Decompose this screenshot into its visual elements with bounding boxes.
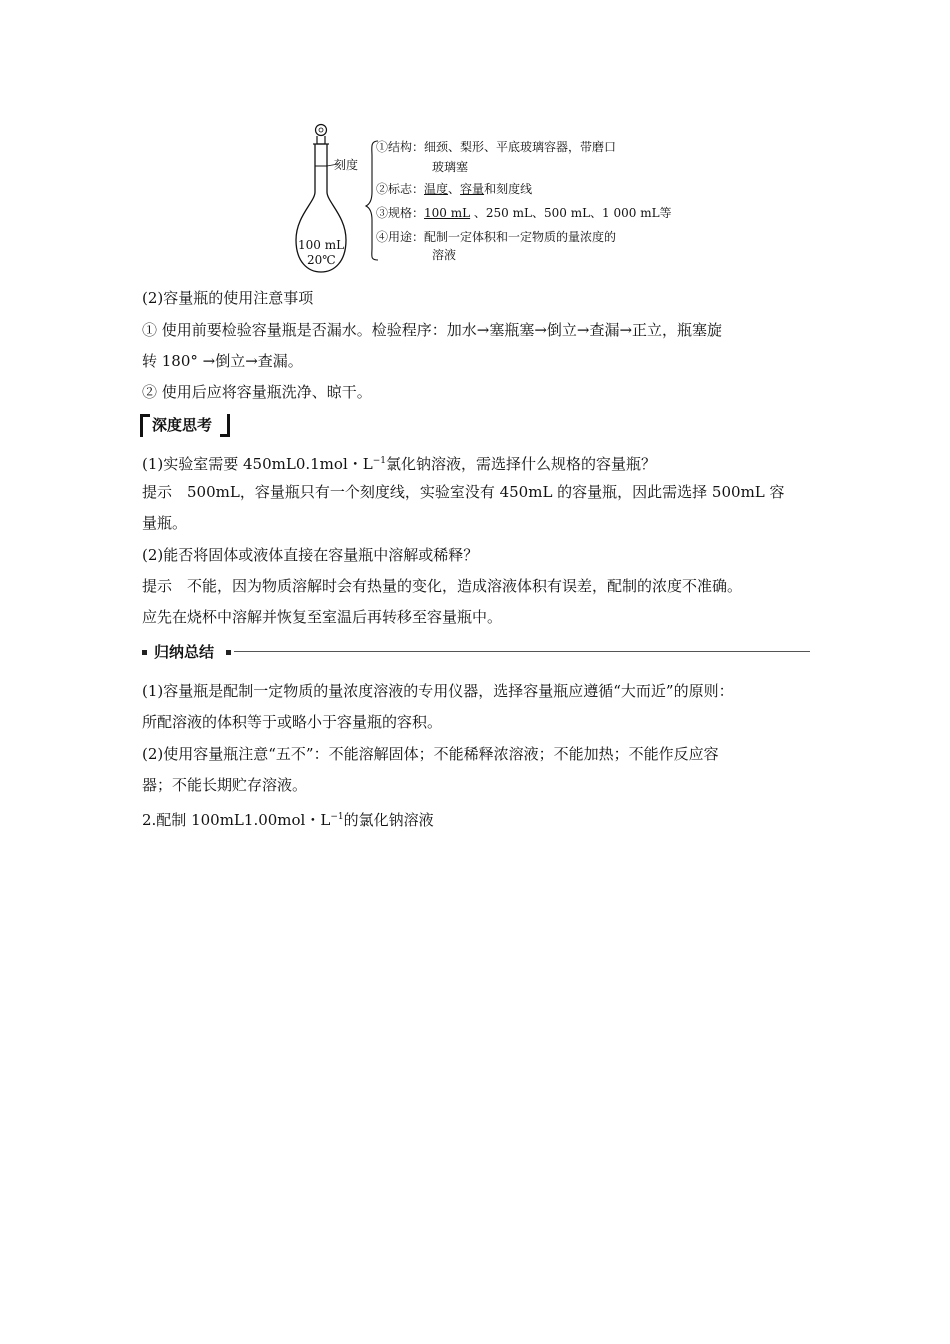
answer-1-line-2: 量瓶。 xyxy=(142,514,188,532)
summary-2-line-1: (2)使用容量瓶注意“五不”：不能溶解固体；不能稀释浓溶液；不能加热；不能作反应容 xyxy=(142,745,719,763)
summary-title: 归纳总结 xyxy=(154,643,215,661)
mark-line: ②标志：温度、容量和刻度线 xyxy=(376,182,533,196)
use-line-2: 溶液 xyxy=(432,248,457,262)
answer-2-line-2: 应先在烧杯中溶解并恢复至室温后再转移至容量瓶中。 xyxy=(142,608,503,626)
answer-1-line-1: 提示 500mL，容量瓶只有一个刻度线，实验室没有 450mL 的容量瓶，因此需选择 500mL 容 xyxy=(142,483,785,501)
graduation-label: 刻度 xyxy=(334,158,359,172)
summary-heading xyxy=(142,641,810,663)
use-line-1: ④用途：配制一定体积和一定物质的量浓度的 xyxy=(376,230,617,244)
next-section-title: 2.配制 100mL1.00mol・$L^{-1}$的氯化钠溶液 xyxy=(142,811,434,829)
summary-1-line-1: (1)容量瓶是配制一定物质的量浓度溶液的专用仪器，选择容量瓶应遵循“大而近”的原则： xyxy=(142,682,734,700)
question-1: (1)实验室需要 450mL0.1mol・$L^{-1}$氯化钠溶液，需选择什么规格的容量瓶？ xyxy=(142,455,656,473)
flask-temp-label: 20℃ xyxy=(307,253,336,267)
mark-capacity: 容量 xyxy=(460,182,485,196)
stopper-knob xyxy=(316,125,327,136)
section-subtitle: (2)容量瓶的使用注意事项 xyxy=(142,289,314,307)
note-1-line-2: 转 180° →倒立→查漏。 xyxy=(142,352,303,370)
spec-first: 100 mL xyxy=(424,206,471,220)
stopper-plug xyxy=(317,136,325,144)
deep-thinking-title: 深度思考 xyxy=(152,416,213,434)
note-2: ② 使用后应将容量瓶洗净、晾干。 xyxy=(142,383,372,401)
flask-volume-label: 100 mL xyxy=(298,238,345,252)
volumetric-flask-figure xyxy=(290,120,670,280)
structure-line-1: ①结构：细颈、梨形、平底玻璃容器，带磨口 xyxy=(376,140,617,154)
summary-1-line-2: 所配溶液的体积等于或略小于容量瓶的容积。 xyxy=(142,713,443,731)
note-1-line-1: ① 使用前要检验容量瓶是否漏水。检验程序：加水→塞瓶塞→倒立→查漏→正立，瓶塞旋 xyxy=(142,321,723,339)
summary-2-line-2: 器；不能长期贮存溶液。 xyxy=(142,776,308,794)
structure-line-2: 玻璃塞 xyxy=(432,160,469,174)
question-2: (2)能否将固体或液体直接在容量瓶中溶解或稀释？ xyxy=(142,546,479,564)
spec-line: ③规格：100 mL 、250 mL、500 mL、1 000 mL等 xyxy=(376,206,672,220)
summary-divider xyxy=(234,651,810,652)
mark-temp: 温度 xyxy=(424,182,449,196)
answer-2-line-1: 提示 不能，因为物质溶解时会有热量的变化，造成溶液体积有误差，配制的浓度不准确。 xyxy=(142,577,743,595)
